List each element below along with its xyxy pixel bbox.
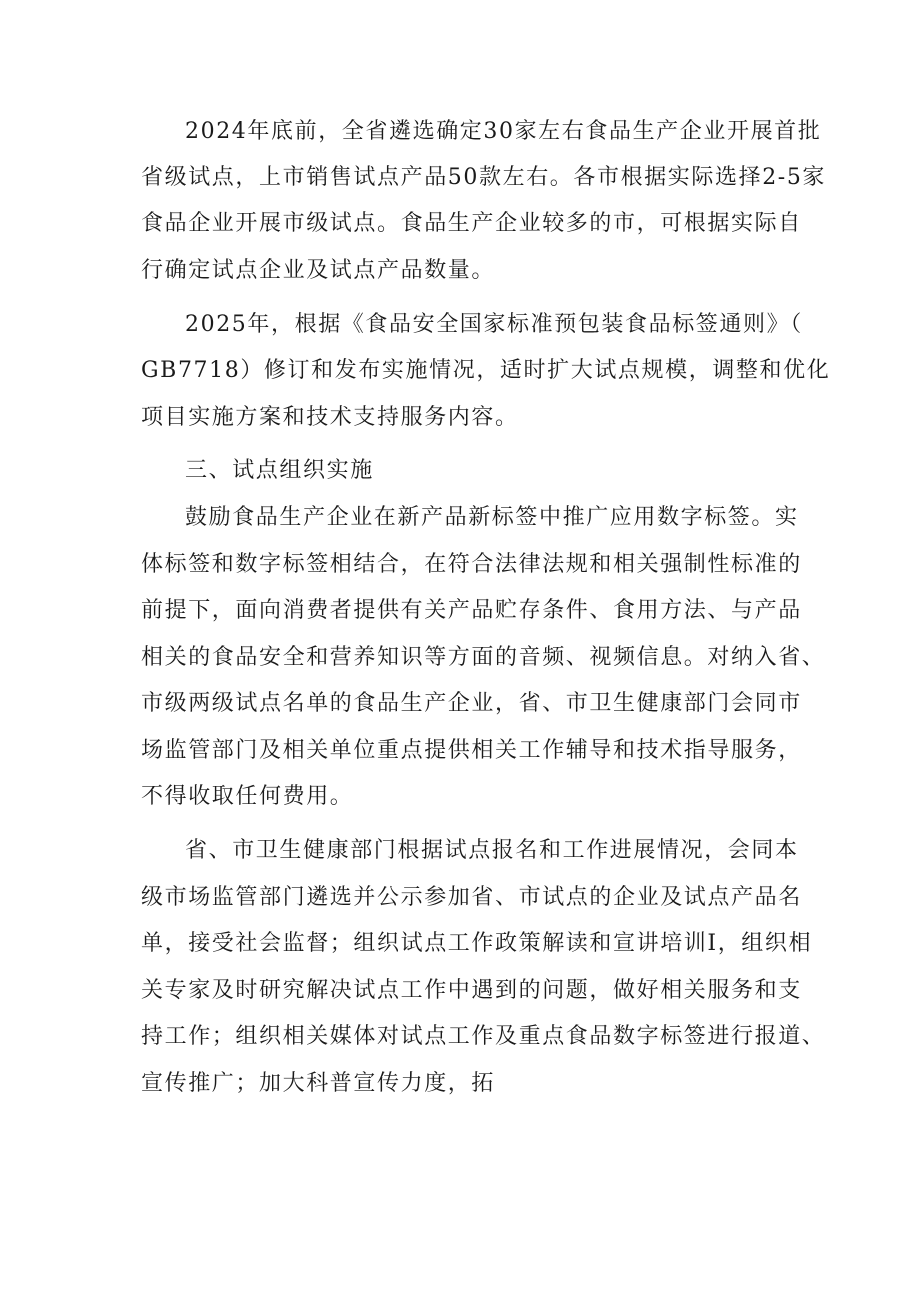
- paragraph-1-line-2: 省级试点，上市销售试点产品50款左右。各市根据实际选择2-5家: [141, 165, 827, 190]
- paragraph-3-line-2: 体标签和数字标签相结合，在符合法律法规和相关强制性标准的: [141, 552, 802, 577]
- paragraph-3-line-4: 相关的食品安全和营养知识等方面的音频、视频信息。对纳入省、: [141, 645, 826, 670]
- paragraph-1-line-3: 食品企业开展市级试点。食品生产企业较多的市，可根据实际自: [141, 211, 802, 236]
- paragraph-3-line-1: 鼓励食品生产企业在新产品新标签中推广应用数字标签。实: [185, 505, 799, 530]
- paragraph-3-line-3: 前提下，面向消费者提供有关产品贮存条件、食用方法、与产品: [141, 598, 802, 623]
- paragraph-2-line-1: 2025年，根据《食品安全国家标准预包装食品标签通则》（: [185, 312, 803, 337]
- paragraph-2-line-3: 项目实施方案和技术支持服务内容。: [141, 405, 519, 430]
- paragraph-1-line-4: 行确定试点企业及试点产品数量。: [141, 258, 496, 283]
- paragraph-3-line-5: 市级两级试点名单的食品生产企业，省、市卫生健康部门会同市: [141, 691, 802, 716]
- paragraph-4-line-2: 级市场监管部门遴选并公示参加省、市试点的企业及试点产品名: [141, 885, 802, 910]
- paragraph-3-line-6: 场监管部门及相关单位重点提供相关工作辅导和技术指导服务，: [141, 738, 802, 763]
- paragraph-2-line-2: GB7718）修订和发布实施情况，适时扩大试点规模，调整和优化: [141, 358, 831, 383]
- paragraph-4-line-6: 宣传推广；加大科普宣传力度，拓: [141, 1071, 496, 1096]
- paragraph-4-line-1: 省、市卫生健康部门根据试点报名和工作进展情况，会同本: [185, 838, 799, 863]
- paragraph-4-line-4: 关专家及时研究解决试点工作中遇到的问题，做好相关服务和支: [141, 978, 802, 1003]
- paragraph-3-line-7: 不得收取任何费用。: [141, 784, 354, 809]
- paragraph-4-line-5: 持工作；组织相关媒体对试点工作及重点食品数字标签进行报道、: [141, 1024, 826, 1049]
- section-heading: 三、试点组织实施: [185, 458, 374, 483]
- paragraph-4-line-3: 单，接受社会监督；组织试点工作政策解读和宣讲培训I，组织相: [141, 931, 813, 956]
- paragraph-1-line-1: 2024年底前，全省遴选确定30家左右食品生产企业开展首批: [185, 119, 822, 144]
